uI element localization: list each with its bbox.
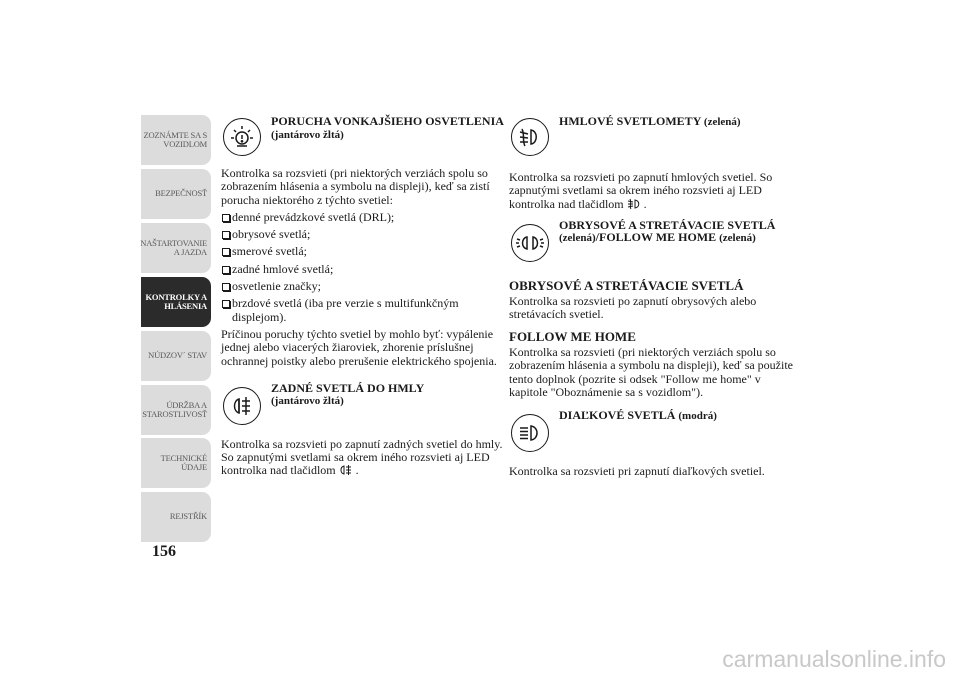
tab-label: NAŠTARTOVANIE A JAZDA xyxy=(140,237,207,257)
watermark: carmanualsonline.info xyxy=(722,646,946,672)
rear-fog-text xyxy=(221,438,506,478)
list-item: brzdové svetlá (iba pre verzie s multifunkčným displejom). xyxy=(221,297,506,324)
tab-label: KONTROLKY A HLÁSENIA xyxy=(145,291,207,311)
main-beam-icon xyxy=(511,414,549,452)
failure-checklist xyxy=(221,211,506,324)
list-item: zadné hmlové svetlá; xyxy=(221,263,506,276)
title-text: OBRYSOVÉ A STRETÁVACIE SVETLÁ xyxy=(559,217,776,232)
position-dipped-lights-icon xyxy=(511,224,549,262)
bulb-failure-icon xyxy=(223,118,261,156)
main-beam-title xyxy=(559,409,794,423)
position-dipped-subheading: OBRYSOVÉ A STRETÁVACIE SVETLÁ xyxy=(509,277,744,293)
exterior-lights-header xyxy=(221,115,506,167)
title-note-2: (zelená) xyxy=(719,232,756,245)
rear-fog-text-end: . xyxy=(352,463,359,478)
list-item: osvetlenie značky; xyxy=(221,280,506,293)
tab-label: NÚDZOV´ STAV xyxy=(148,350,207,361)
tab-zoznamte-sa-s-vozidlom[interactable] xyxy=(141,115,211,165)
position-dipped-header xyxy=(509,219,794,271)
title-text-2: /FOLLOW ME HOME xyxy=(595,230,717,245)
title-text: DIAĽKOVÉ SVETLÁ xyxy=(559,408,676,423)
front-fog-light-icon xyxy=(511,118,549,156)
tab-label: BEZPEČNOSŤ xyxy=(155,188,207,199)
tab-label: TECHNICKÉ ÚDAJE xyxy=(160,452,207,472)
follow-me-home-subheading: FOLLOW ME HOME xyxy=(509,328,636,344)
main-beam-header xyxy=(509,409,794,465)
title-text: HMLOVÉ SVETLOMETY xyxy=(559,114,701,128)
list-item: denné prevádzkové svetlá (DRL); xyxy=(221,211,506,224)
title-note: (modrá) xyxy=(678,410,717,423)
rear-fog-text-body: Kontrolka sa rozsvieti po zapnutí zadných svetiel do hmly. So zapnutými svetlami sa okrem iného rozsvieti aj LED kontrolka nad tlačidlom xyxy=(221,436,503,478)
tab-udrzba-a-starostlivost[interactable] xyxy=(141,385,211,435)
front-fog-header xyxy=(509,115,794,171)
title-note: (zelená) xyxy=(703,116,741,128)
tab-technicke-udaje[interactable] xyxy=(141,438,211,488)
exterior-lights-title xyxy=(271,115,506,141)
front-fog-button-icon xyxy=(627,198,641,210)
tab-rejstrik[interactable] xyxy=(141,492,211,542)
tab-bezpecnost[interactable] xyxy=(141,169,211,219)
right-column xyxy=(509,115,794,483)
main-beam-text: Kontrolka sa rozsvieti pri zapnutí diaľkových svetiel. xyxy=(509,464,765,479)
exterior-lights-intro: Kontrolka sa rozsvieti (pri niektorých verziách spolu so zobrazením hlásenia a symbolu na displeji), keď sa zistí porucha niektorého z týchto svetiel: xyxy=(221,166,490,207)
title-text: ZADNÉ SVETLÁ DO HMLY xyxy=(271,380,425,395)
position-dipped-text: Kontrolka sa rozsvieti po zapnutí obrysových alebo stretávacích svetiel. xyxy=(509,294,757,322)
front-fog-text-body: Kontrolka sa rozsvieti po zapnutí hmlových svetiel. So zapnutými svetlami sa okrem iného rozsvieti aj LED kontrolka nad tlačidlom xyxy=(509,170,773,211)
exterior-lights-cause: Príčinou poruchy týchto svetiel by mohlo byť: vypálenie jednej alebo viacerých žiaroviek, zhorenie príslušnej ochrannej poistky alebo prerušenie elektrického spojenia. xyxy=(221,326,497,368)
tab-nudzov-stav[interactable] xyxy=(141,331,211,381)
rear-fog-title xyxy=(271,382,506,408)
tab-label: ÚDRŽBA A STAROSTLIVOSŤ xyxy=(142,399,207,419)
tab-nastartovanie-a-jazda[interactable] xyxy=(141,223,211,273)
rear-fog-light-icon xyxy=(223,387,261,425)
title-text: PORUCHA VONKAJŠIEHO OSVETLENIA xyxy=(271,114,504,128)
title-note: (zelená) xyxy=(559,232,596,245)
page-number: 156 xyxy=(152,543,176,560)
rear-fog-button-icon xyxy=(339,464,353,476)
position-dipped-title xyxy=(559,219,794,245)
rear-fog-header xyxy=(221,382,506,438)
front-fog-text xyxy=(509,171,794,211)
title-note: (jantárovo žltá) xyxy=(271,395,344,408)
tab-kontrolky-a-hlasenia[interactable] xyxy=(141,277,211,327)
tab-label: ZOZNÁMTE SA S VOZIDLOM xyxy=(143,129,207,149)
front-fog-text-end: . xyxy=(640,196,647,211)
follow-me-home-text: Kontrolka sa rozsvieti (pri niektorých verziách spolu so zobrazením hlásenia a symbolu na displeji), keď sa použite tento doplnok (pozrite si odsek "Follow me home" v kapitole "Oboznámenie sa s vozidlom"). xyxy=(509,345,794,399)
title-note: (jantárovo žltá) xyxy=(271,128,344,141)
left-column xyxy=(221,115,506,482)
list-item: obrysové svetlá; xyxy=(221,228,506,241)
tab-label: REJSTŘÍK xyxy=(169,511,207,522)
front-fog-title xyxy=(559,115,794,129)
list-item: smerové svetlá; xyxy=(221,245,506,258)
